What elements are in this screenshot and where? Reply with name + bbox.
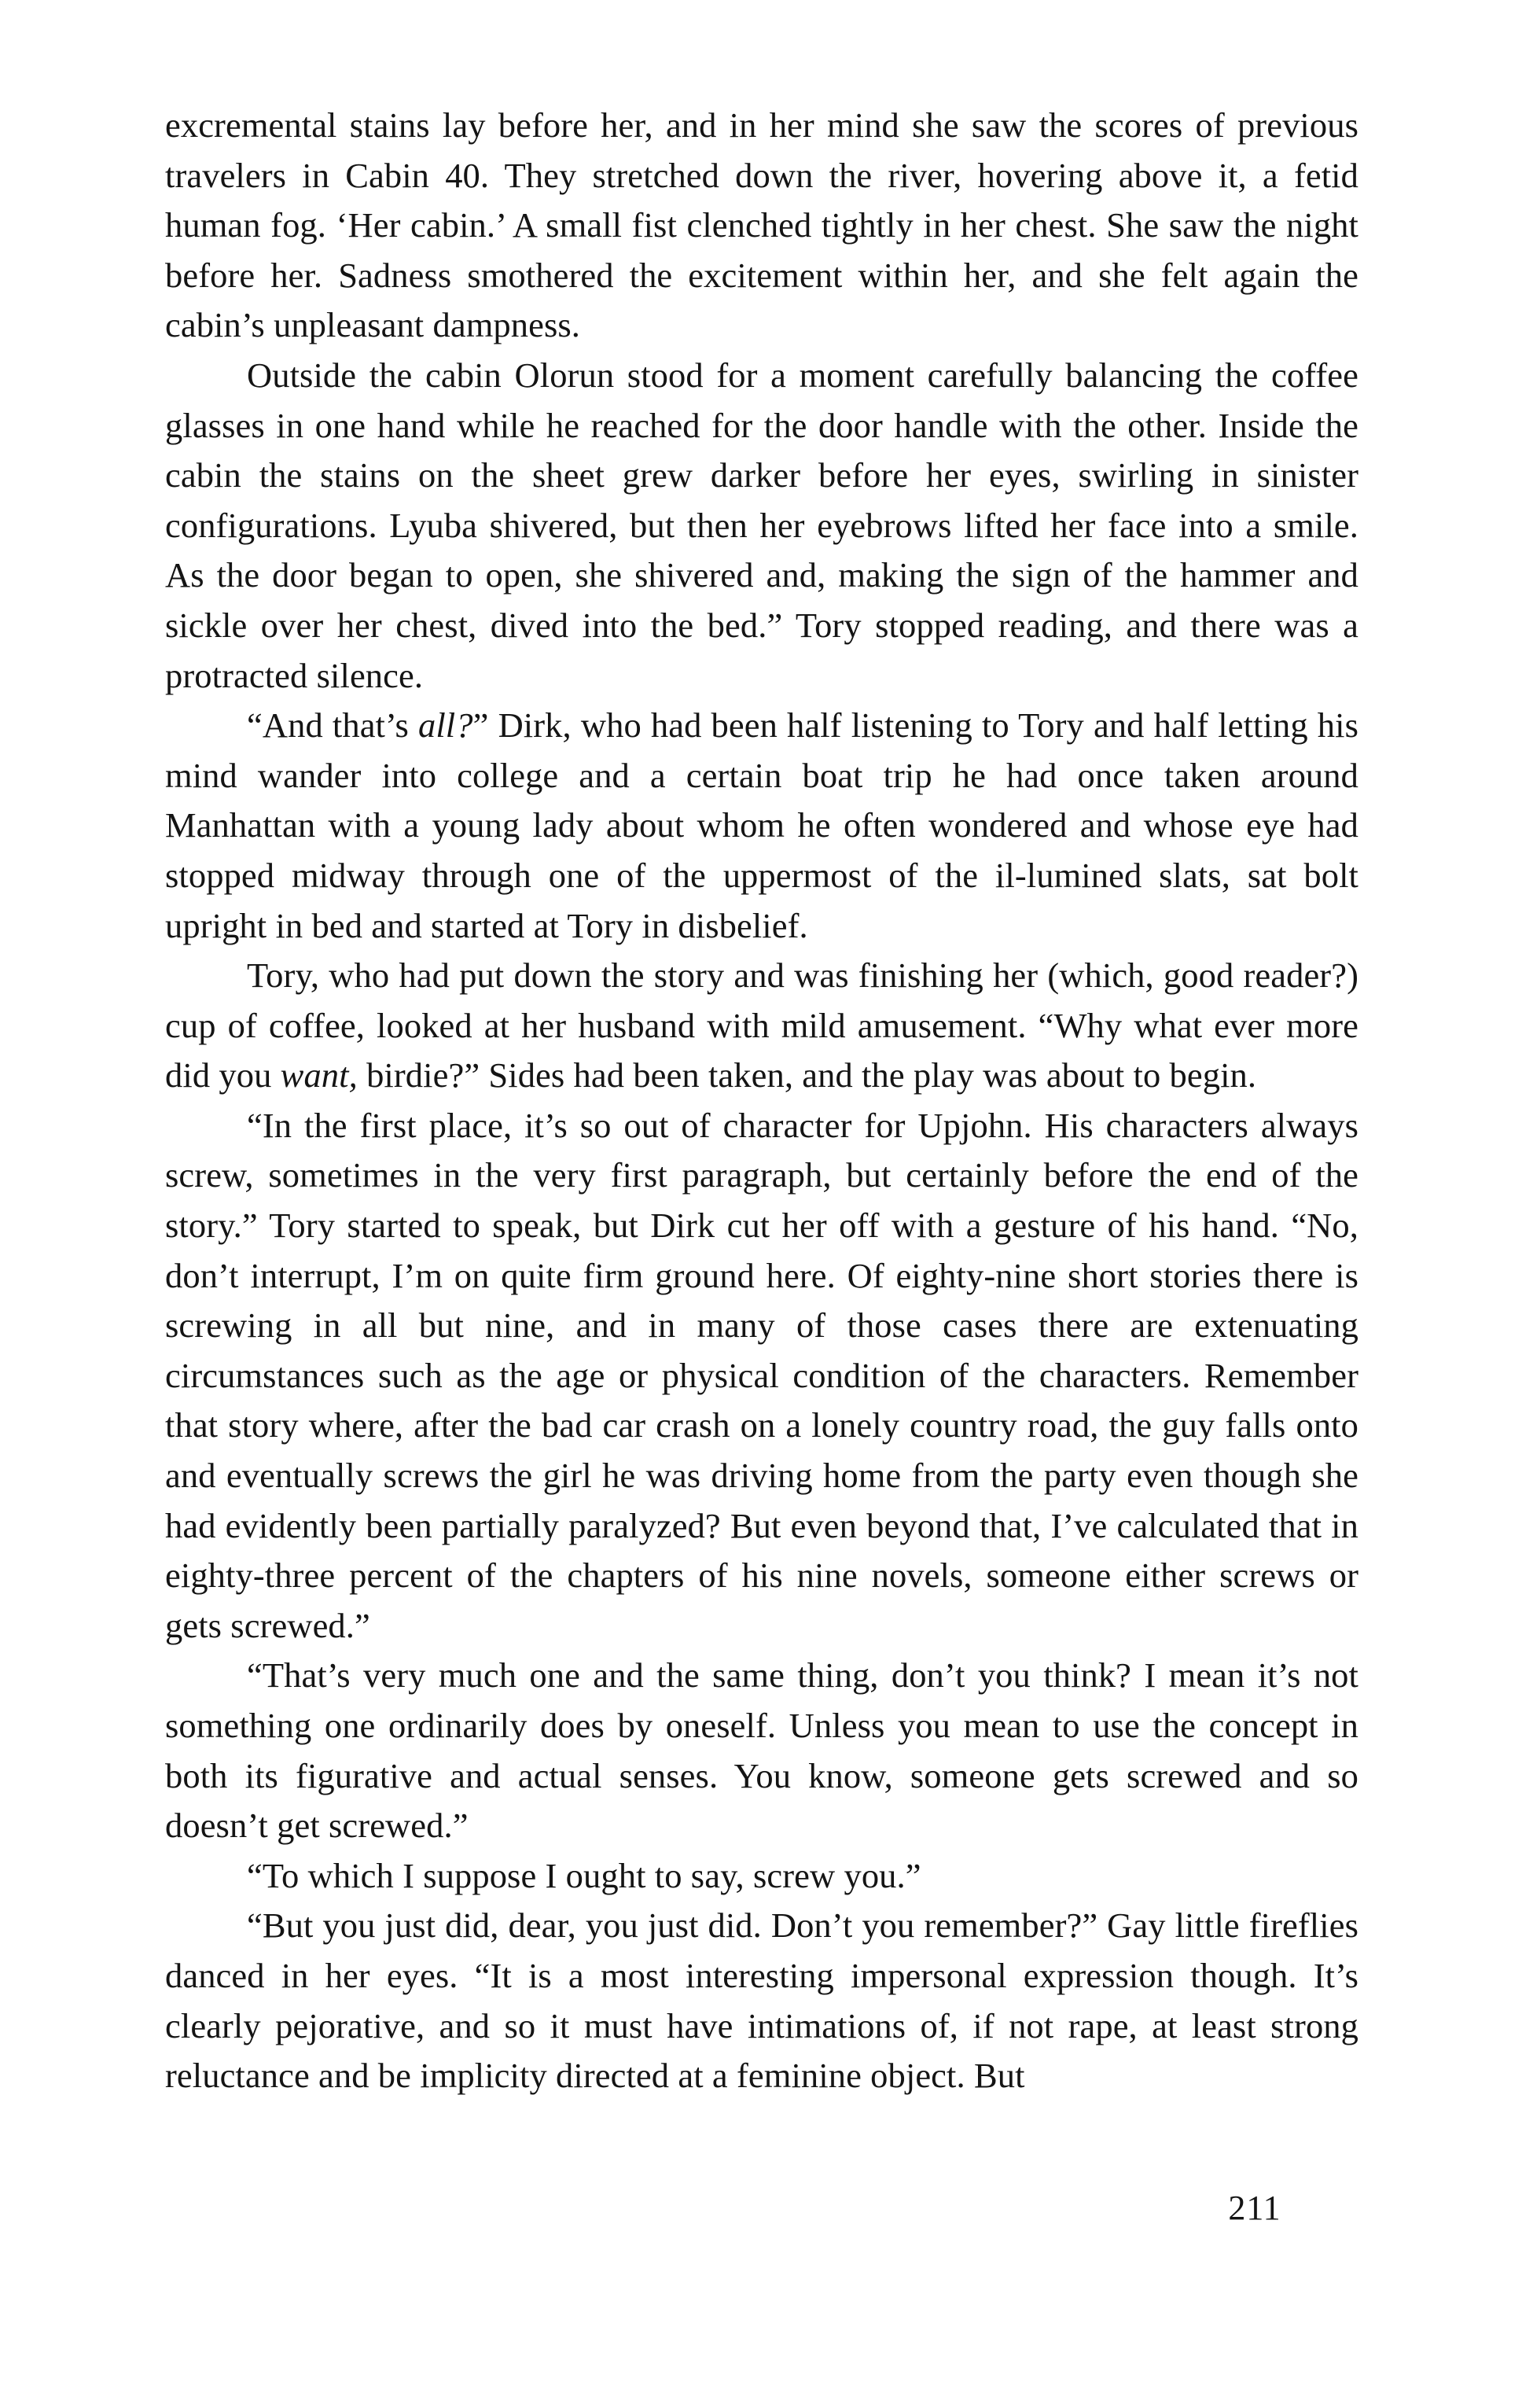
paragraph-2: [165, 351, 1358, 701]
text-run: “In the first place, it’s so out of character for Upjohn. His characters always screw, sometimes in the very first paragraph, but certainly before the end of the story.” Tory started to speak, but Dirk cut her off with a gesture of his hand. “No, don’t interrupt, I’m on quite firm ground here. Of eighty-nine short stories there is screwing in all but nine, and in many of those cases there are extenuating circumstances such as the age or physical condition of the characters. Remember that story where, after the bad car crash on a lonely country road, the guy falls onto and eventually screws the girl he was driving home from the party even though she had evidently been partially paralyzed? But even beyond that, I’ve calculated that in eighty-three percent of the chapters of his nine novels, someone either screws or gets screwed.”: [165, 1105, 1358, 1645]
paragraph-4: [165, 951, 1358, 1101]
paragraph-1: [165, 101, 1358, 351]
text-run: birdie?” Sides had been taken, and the play was about to begin.: [357, 1055, 1257, 1095]
page-number: 211: [1228, 2189, 1281, 2227]
text-run: Tory, who had put down the story and was finishing her (which, good reader?) cup of coffee, looked at her husband with mild amusement. “Why what ever more did you: [165, 955, 1358, 1095]
text-run: “But you just did, dear, you just did. Don’t you remember?” Gay little fireflies danced in her eyes. “It is a most interesting impersonal expression though. It’s clearly pejorative, and so it must have intimations of, if not rape, at least strong reluctance and be implicity directed at a feminine object. But: [165, 1905, 1358, 2096]
text-run: “To which I suppose I ought to say, screw you.”: [247, 1855, 921, 1895]
paragraph-6: [165, 1651, 1358, 1850]
text-run: “That’s very much one and the same thing, don’t you think? I mean it’s not something one ordinarily does by oneself. Unless you mean to use the concept in both its figurative and actual senses. You know, someone gets screwed and so doesn’t get screwed.”: [165, 1655, 1358, 1846]
paragraph-8: [165, 1901, 1358, 2101]
text-run: ” Dirk, who had been half listening to Tory and half letting his mind wander into college and a certain boat trip he had once taken around Manhattan with a young lady about whom he often wondered and whose eye had stopped midway through one of the uppermost of the il-lumined slats, sat bolt upright in bed and started at Tory in disbelief.: [165, 705, 1358, 945]
text-run: excremental stains lay before her, and in her mind she saw the scores of previous travelers in Cabin 40. They stretched down the river, hovering above it, a fetid human fog. ‘Her cabin.’ A small fist clenched tightly in her chest. She saw the night before her. Sadness smothered the excitement within her, and she felt again the cabin’s unpleasant dampness.: [165, 105, 1358, 345]
italic-text-run: all?: [417, 705, 473, 746]
paragraph-5: [165, 1101, 1358, 1651]
paragraph-7: [165, 1851, 1358, 1902]
body-text: [165, 101, 1358, 2101]
text-run: Outside the cabin Olorun stood for a moment carefully balancing the coffee glasses in one hand while he reached for the door handle with the other. Inside the cabin the stains on the sheet grew darker before her eyes, swirling in sinister configurations. Lyuba shivered, but then her eyebrows lifted her face into a smile. As the door began to open, she shivered and, making the sign of the hammer and sickle over her chest, dived into the bed.” Tory stopped reading, and there was a protracted silence.: [165, 355, 1358, 695]
text-run: “And that’s: [247, 705, 418, 746]
paragraph-3: [165, 701, 1358, 951]
italic-text-run: want,: [280, 1055, 358, 1095]
